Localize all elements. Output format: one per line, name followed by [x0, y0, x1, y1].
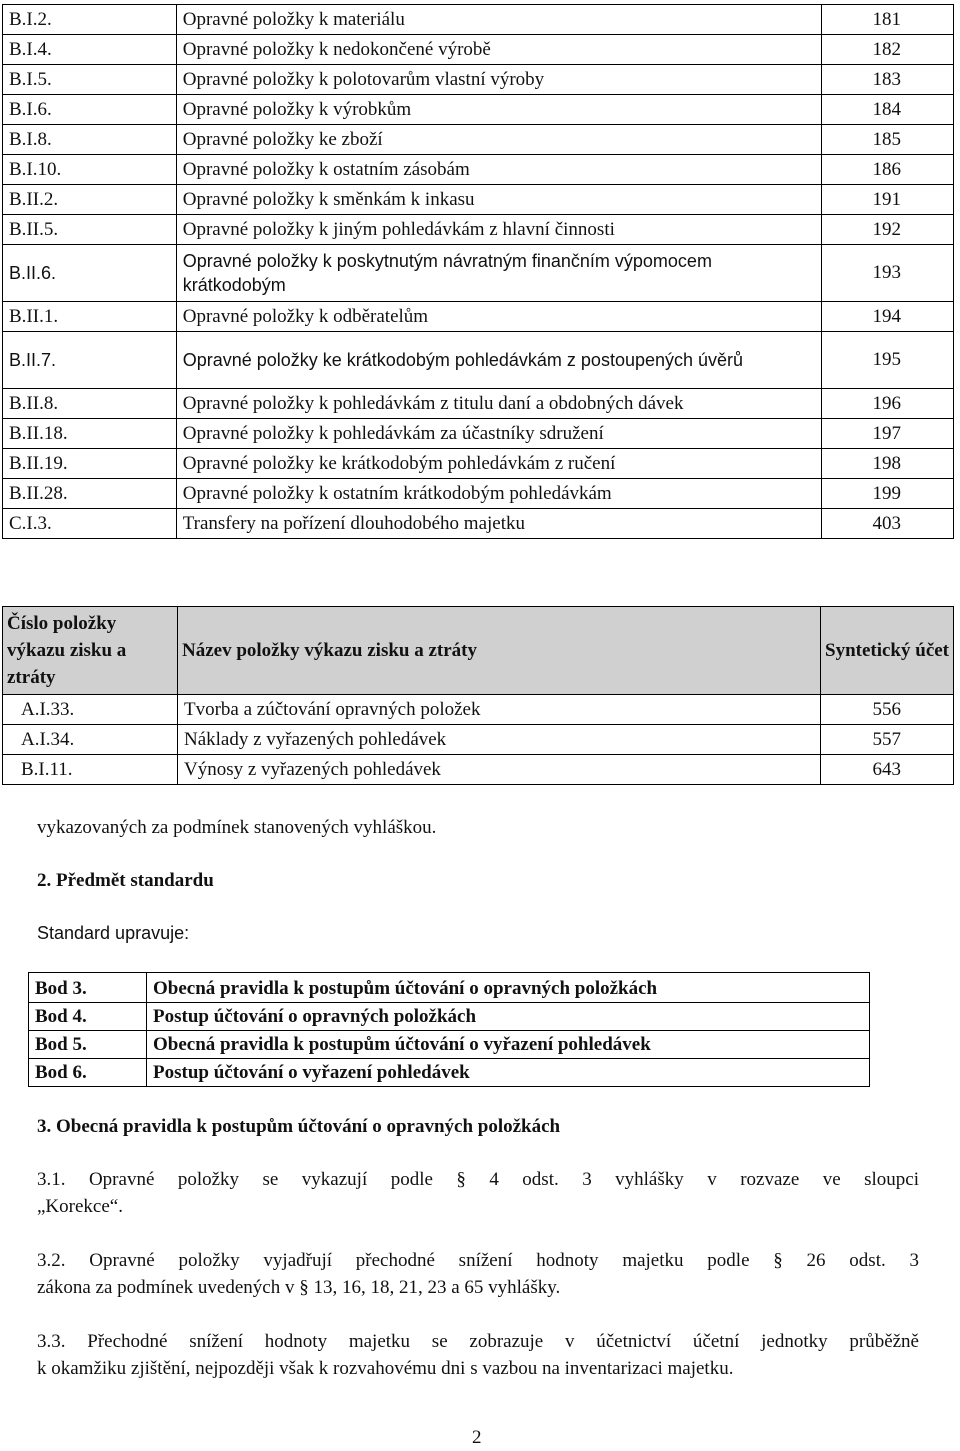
paragraph: zákona za podmínek uvedených v § 13, 16, 18, 21, 23 a 65 vyhlášky.	[37, 1277, 561, 1298]
table-row	[3, 95, 954, 125]
item-code: B.II.1.	[3, 302, 177, 332]
table-row	[3, 302, 954, 332]
page-number: 2	[472, 1427, 482, 1448]
account-number: 197	[822, 419, 954, 449]
point-label: Bod 5.	[29, 1031, 147, 1059]
account-number: 193	[822, 245, 954, 302]
account-number: 185	[822, 125, 954, 155]
table-row	[3, 332, 954, 389]
item-code: B.I.6.	[3, 95, 177, 125]
point-text: Obecná pravidla k postupům účtování o opravných položkách	[147, 973, 870, 1003]
table-row	[3, 35, 954, 65]
account-number: 182	[822, 35, 954, 65]
income-statement-table	[2, 606, 954, 785]
table-row	[3, 185, 954, 215]
item-name: Opravné položky k poskytnutým návratným finančním výpomocem krátkodobým	[176, 245, 822, 302]
section-heading: 2. Předmět standardu	[37, 870, 214, 891]
item-name: Opravné položky ke zboží	[176, 125, 822, 155]
table-row	[29, 1003, 870, 1031]
account-number: 556	[821, 695, 954, 725]
item-code: B.I.5.	[3, 65, 177, 95]
item-code: B.II.8.	[3, 389, 177, 419]
item-name: Opravné položky k pohledávkám z titulu daní a obdobných dávek	[176, 389, 822, 419]
item-code: C.I.3.	[3, 509, 177, 539]
item-name: Opravné položky k směnkám k inkasu	[176, 185, 822, 215]
paragraph: Standard upravuje:	[37, 923, 190, 943]
column-header-name: Název položky výkazu zisku a ztráty	[178, 607, 821, 695]
item-name: Opravné položky ke krátkodobým pohledávkám z postoupených úvěrů	[176, 332, 822, 389]
item-name: Opravné položky k ostatním zásobám	[176, 155, 822, 185]
item-code: B.II.28.	[3, 479, 177, 509]
section-heading: 3. Obecná pravidla k postupům účtování o opravných položkách	[37, 1116, 561, 1137]
table-row	[3, 5, 954, 35]
item-code: B.I.8.	[3, 125, 177, 155]
column-header-code: Číslo položky výkazu zisku a ztráty	[3, 607, 178, 695]
table-row	[3, 449, 954, 479]
accounts-table	[2, 4, 954, 539]
table-row	[3, 215, 954, 245]
point-label: Bod 6.	[29, 1059, 147, 1087]
account-number: 183	[822, 65, 954, 95]
table-header-row	[3, 607, 954, 695]
account-number: 198	[822, 449, 954, 479]
item-name: Opravné položky k jiným pohledávkám z hlavní činnosti	[176, 215, 822, 245]
paragraph: 3.2. Opravné položky vyjadřují přechodné snížení hodnoty majetku podle § 26 odst. 3	[37, 1250, 919, 1271]
point-label: Bod 4.	[29, 1003, 147, 1031]
item-code: B.I.4.	[3, 35, 177, 65]
table-row	[29, 973, 870, 1003]
account-number: 184	[822, 95, 954, 125]
paragraph: vykazovaných za podmínek stanovených vyhláškou.	[37, 817, 437, 838]
item-code: B.I.11.	[3, 755, 178, 785]
item-code: B.II.6.	[3, 245, 177, 302]
item-code: B.II.7.	[3, 332, 177, 389]
table-row	[3, 755, 954, 785]
item-code: B.I.10.	[3, 155, 177, 185]
item-code: B.II.19.	[3, 449, 177, 479]
column-header-account: Syntetický účet	[821, 607, 954, 695]
table-row	[3, 65, 954, 95]
item-code: B.II.5.	[3, 215, 177, 245]
item-code: B.II.2.	[3, 185, 177, 215]
account-number: 196	[822, 389, 954, 419]
item-name: Opravné položky ke krátkodobým pohledávkám z ručení	[176, 449, 822, 479]
account-number: 199	[822, 479, 954, 509]
point-text: Postup účtování o vyřazení pohledávek	[147, 1059, 870, 1087]
table-row	[3, 419, 954, 449]
account-number: 186	[822, 155, 954, 185]
contents-table	[28, 972, 870, 1087]
table-row	[3, 389, 954, 419]
account-number: 403	[822, 509, 954, 539]
account-number: 643	[821, 755, 954, 785]
item-name: Opravné položky k výrobkům	[176, 95, 822, 125]
table-row	[3, 695, 954, 725]
item-code: A.I.33.	[3, 695, 178, 725]
item-name: Opravné položky k odběratelům	[176, 302, 822, 332]
item-name: Opravné položky k materiálu	[176, 5, 822, 35]
account-number: 191	[822, 185, 954, 215]
item-name: Opravné položky k nedokončené výrobě	[176, 35, 822, 65]
point-label: Bod 3.	[29, 973, 147, 1003]
table-row	[3, 155, 954, 185]
account-number: 195	[822, 332, 954, 389]
paragraph: k okamžiku zjištění, nejpozději však k rozvahovému dni s vazbou na inventarizaci majetku.	[37, 1358, 734, 1379]
item-name: Opravné položky k pohledávkám za účastníky sdružení	[176, 419, 822, 449]
item-code: B.I.2.	[3, 5, 177, 35]
item-name: Transfery na pořízení dlouhodobého majetku	[176, 509, 822, 539]
account-number: 192	[822, 215, 954, 245]
table-row	[3, 479, 954, 509]
item-name: Opravné položky k ostatním krátkodobým pohledávkám	[176, 479, 822, 509]
paragraph: „Korekce“.	[37, 1196, 123, 1217]
table-row	[3, 509, 954, 539]
account-number: 194	[822, 302, 954, 332]
table-row	[29, 1059, 870, 1087]
item-name: Náklady z vyřazených pohledávek	[178, 725, 821, 755]
item-name: Tvorba a zúčtování opravných položek	[178, 695, 821, 725]
table-row	[3, 725, 954, 755]
table-row	[3, 125, 954, 155]
account-number: 181	[822, 5, 954, 35]
paragraph: 3.1. Opravné položky se vykazují podle § 4 odst. 3 vyhlášky v rozvaze ve sloupci	[37, 1169, 919, 1190]
point-text: Obecná pravidla k postupům účtování o vyřazení pohledávek	[147, 1031, 870, 1059]
table-row	[3, 245, 954, 302]
account-number: 557	[821, 725, 954, 755]
item-code: B.II.18.	[3, 419, 177, 449]
item-name: Výnosy z vyřazených pohledávek	[178, 755, 821, 785]
point-text: Postup účtování o opravných položkách	[147, 1003, 870, 1031]
paragraph: 3.3. Přechodné snížení hodnoty majetku se zobrazuje v účetnictví účetní jednotky průběžně	[37, 1331, 919, 1352]
table-row	[29, 1031, 870, 1059]
item-name: Opravné položky k polotovarům vlastní výroby	[176, 65, 822, 95]
item-code: A.I.34.	[3, 725, 178, 755]
